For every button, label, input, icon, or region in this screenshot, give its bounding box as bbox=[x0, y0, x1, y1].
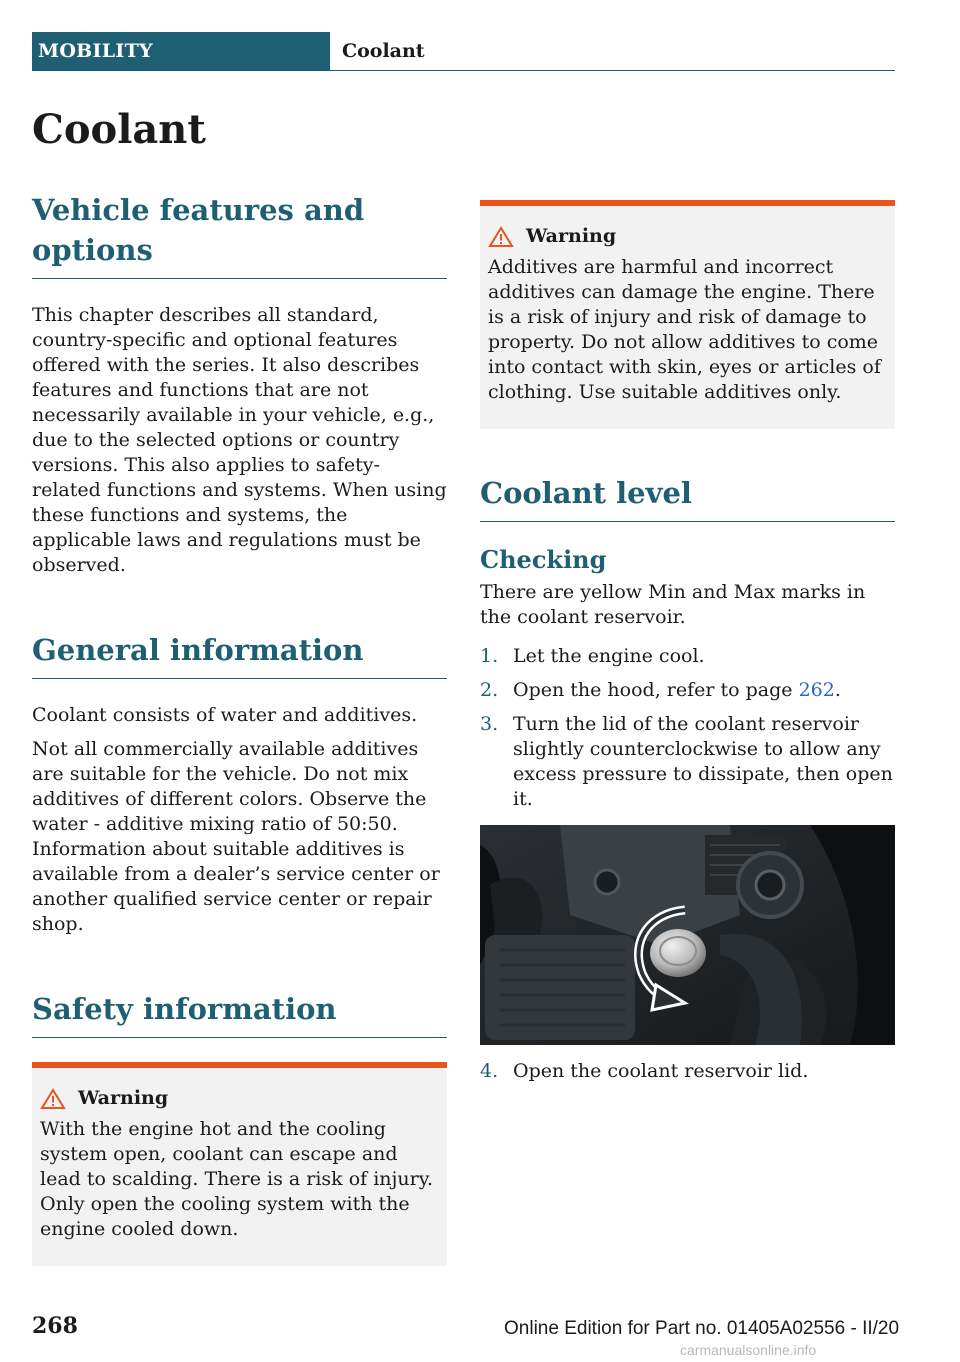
additives-warning-text: Additives are harmful and incorrect additives can damage the engine. There is a risk of injury and risk of damage to property. Do not allow additives to come into contact with skin, eyes or articles of clothing. Use suitable additives only. bbox=[488, 256, 881, 403]
coolant-level-heading: Coolant level bbox=[480, 473, 895, 522]
additives-warning-title: Warning bbox=[526, 225, 617, 247]
warning-triangle-icon bbox=[40, 1088, 66, 1110]
step-text-part: Open the hood, refer to page bbox=[513, 679, 799, 701]
warning-triangle-icon bbox=[488, 226, 514, 248]
step-item bbox=[480, 678, 895, 703]
step-text: Let the engine cool. bbox=[513, 645, 705, 667]
vehicle-features-heading: Vehicle features and options bbox=[32, 190, 447, 279]
step-number: 2. bbox=[480, 679, 499, 701]
step-number: 4. bbox=[480, 1060, 499, 1082]
edition-footer: Online Edition for Part no. 01405A02556 - II/20 bbox=[504, 1318, 900, 1339]
checking-text: There are yellow Min and Max marks in the coolant reservoir. bbox=[480, 581, 866, 628]
step-number: 1. bbox=[480, 645, 499, 667]
header-topic-label: Coolant bbox=[342, 40, 425, 62]
page-number: 268 bbox=[32, 1313, 78, 1339]
watermark-text: carmanualsonline.info bbox=[680, 1342, 817, 1358]
additives-warning-header bbox=[488, 224, 887, 249]
page-title: Coolant bbox=[32, 106, 206, 153]
step-text: Turn the lid of the coolant reservoir slightly counterclockwise to allow any excess pressure to dissipate, then open it. bbox=[513, 713, 893, 810]
coolant-check-steps-cont bbox=[480, 1059, 895, 1084]
page-reference-link[interactable]: 262 bbox=[798, 679, 835, 701]
safety-warning-title: Warning bbox=[78, 1087, 169, 1109]
safety-warning-header bbox=[40, 1086, 439, 1111]
step-text bbox=[513, 678, 841, 703]
vehicle-features-text: This chapter describes all standard, country-specific and optional features offered with the series. It also describes features and functions that are not necessarily available in your vehicle, e.g., due to the selected options or country versions. This also applies to safety-related functions and systems. When using these functions and systems, the applicable laws and regulations must be observed. bbox=[32, 304, 447, 576]
checking-subheading: Checking bbox=[480, 545, 607, 574]
step-item bbox=[480, 712, 895, 812]
step-item bbox=[480, 644, 895, 669]
running-header bbox=[32, 32, 895, 71]
header-section-label: MOBILITY bbox=[32, 32, 330, 70]
right-column bbox=[480, 200, 895, 1093]
general-information-heading: General information bbox=[32, 630, 447, 679]
safety-warning-box bbox=[32, 1062, 447, 1266]
additives-warning-box bbox=[480, 200, 895, 429]
left-column bbox=[32, 190, 447, 1266]
engine-bay-photo bbox=[480, 825, 895, 1045]
step-text: Open the coolant reservoir lid. bbox=[513, 1060, 809, 1082]
step-text-part: . bbox=[834, 679, 841, 701]
general-information-para-2: Not all commercially available additives are suitable for the vehicle. Do not mix additives of different colors. Observe the water - additive mixing ratio of 50:50. Information about suitable additives is available from a dealer’s service center or another qualified service center or repair shop. bbox=[32, 738, 440, 935]
safety-warning-text: With the engine hot and the cooling system open, coolant can escape and lead to scalding. There is a risk of injury. Only open the cooling system with the engine cooled down. bbox=[40, 1118, 433, 1240]
step-number: 3. bbox=[480, 713, 499, 735]
coolant-check-steps bbox=[480, 644, 895, 812]
safety-information-heading: Safety information bbox=[32, 989, 447, 1038]
general-information-para-1: Coolant consists of water and additives. bbox=[32, 704, 418, 726]
step-item bbox=[480, 1059, 895, 1084]
